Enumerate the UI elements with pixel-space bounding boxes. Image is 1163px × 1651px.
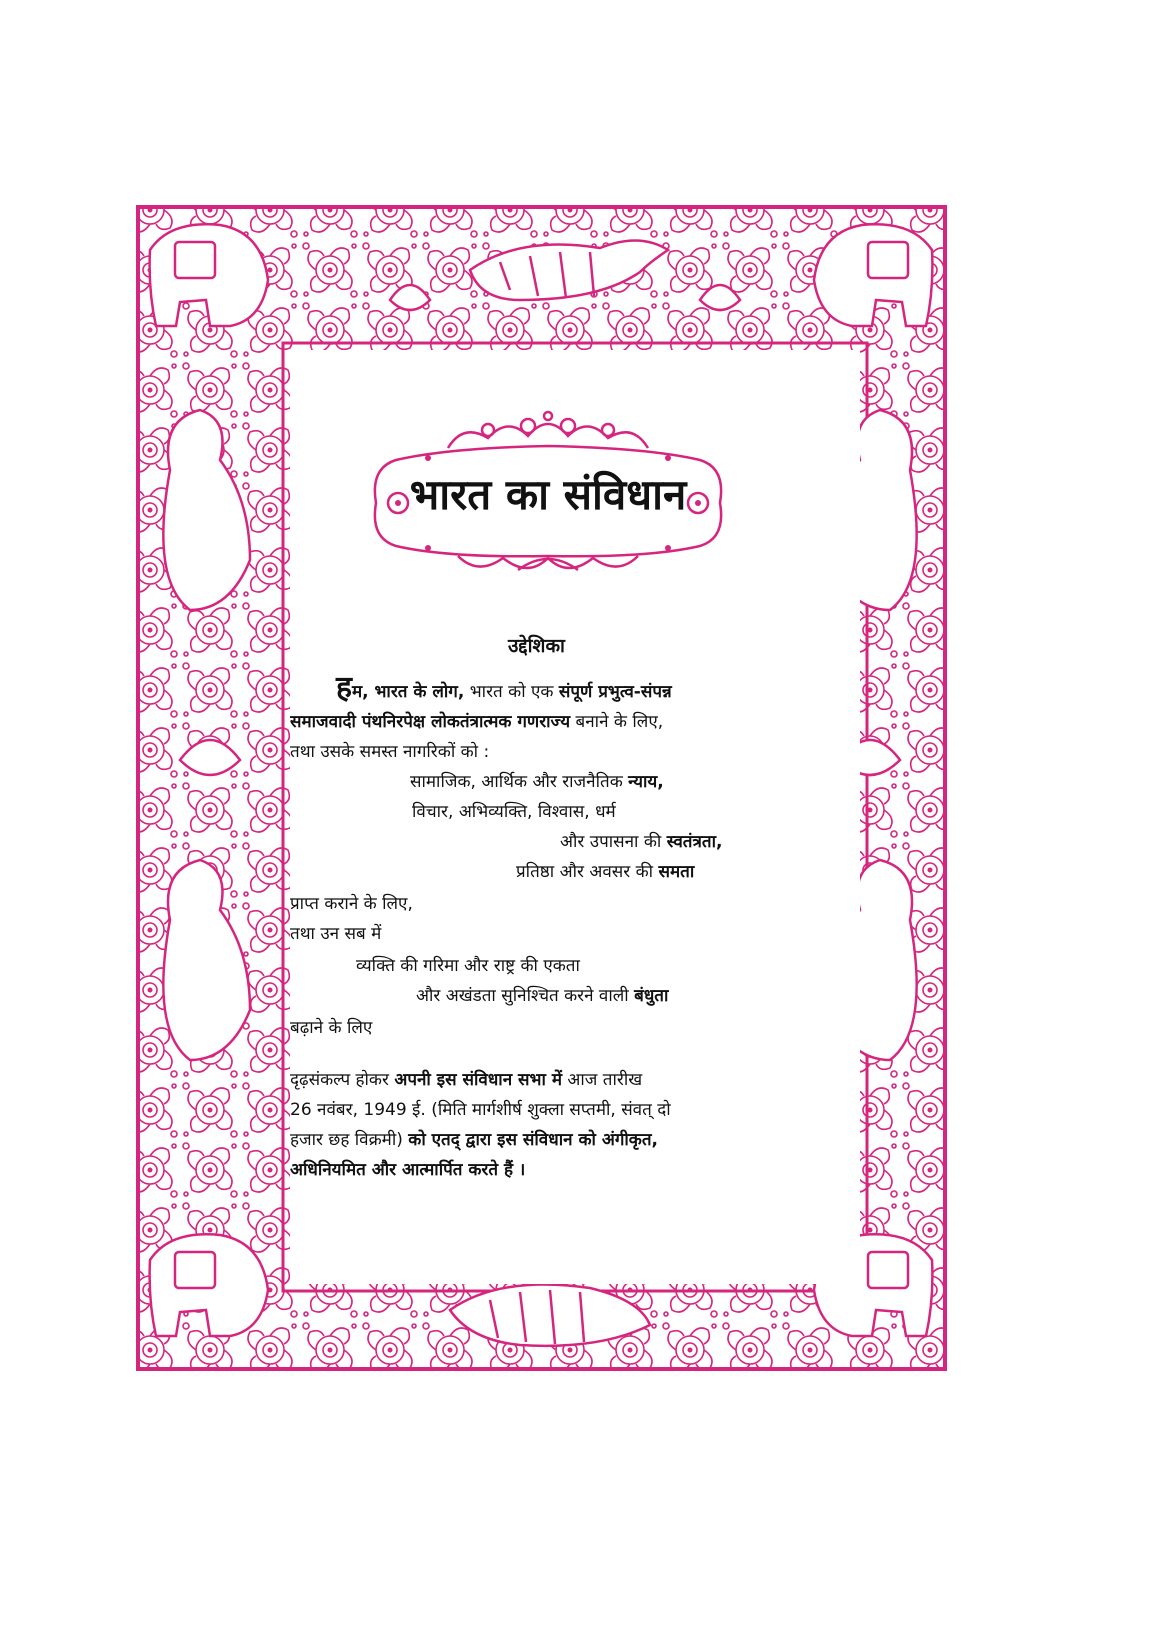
preamble-line: हजार छह विक्रमी) को एतद् द्वारा इस संविधान को अंगीकृत, xyxy=(290,1130,658,1150)
preamble-line: अधिनियमित और आत्मार्पित करते हैं । xyxy=(290,1160,526,1180)
preamble-line: बढ़ाने के लिए xyxy=(290,1018,373,1038)
preamble-line: और उपासना की स्वतंत्रता, xyxy=(560,832,723,852)
preamble-line: समाजवादी पंथनिरपेक्ष लोकतंत्रात्मक गणराज्य बनाने के लिए, xyxy=(290,712,664,732)
preamble-line: तथा उसके समस्त नागरिकों को : xyxy=(290,742,490,762)
elephant-icon xyxy=(150,1234,268,1336)
preamble-line: प्राप्त कराने के लिए, xyxy=(290,894,413,914)
preamble-line: प्रतिष्ठा और अवसर की समता xyxy=(516,862,695,882)
preamble-line: और अखंडता सुनिश्चित करने वाली बंधुता xyxy=(416,986,669,1006)
preamble-line: सामाजिक, आर्थिक और राजनैतिक न्याय, xyxy=(410,772,664,792)
elephant-icon xyxy=(814,224,932,326)
preamble-line: व्यक्ति की गरिमा और राष्ट्र की एकता xyxy=(356,956,580,976)
document-title: भारत का संविधान xyxy=(409,470,687,519)
preamble-line: दृढ़संकल्प होकर अपनी इस संविधान सभा में आज तारीख xyxy=(290,1070,643,1090)
drop-cap: ह xyxy=(336,670,352,705)
preamble-line: 26 नवंबर, 1949 ई. (मिति मार्गशीर्ष शुक्ला सप्तमी, संवत् दो xyxy=(290,1100,671,1120)
preamble-line: हम, भारत के लोग, भारत को एक संपूर्ण प्रभुत्व-संपन्न xyxy=(336,670,672,705)
preamble-line: तथा उन सब में xyxy=(290,924,382,944)
preamble-panel xyxy=(290,350,860,1284)
preamble-heading: उद्देशिका xyxy=(508,635,565,657)
preamble-line: विचार, अभिव्यक्ति, विश्वास, धर्म xyxy=(412,802,616,822)
elephant-icon xyxy=(150,224,268,326)
